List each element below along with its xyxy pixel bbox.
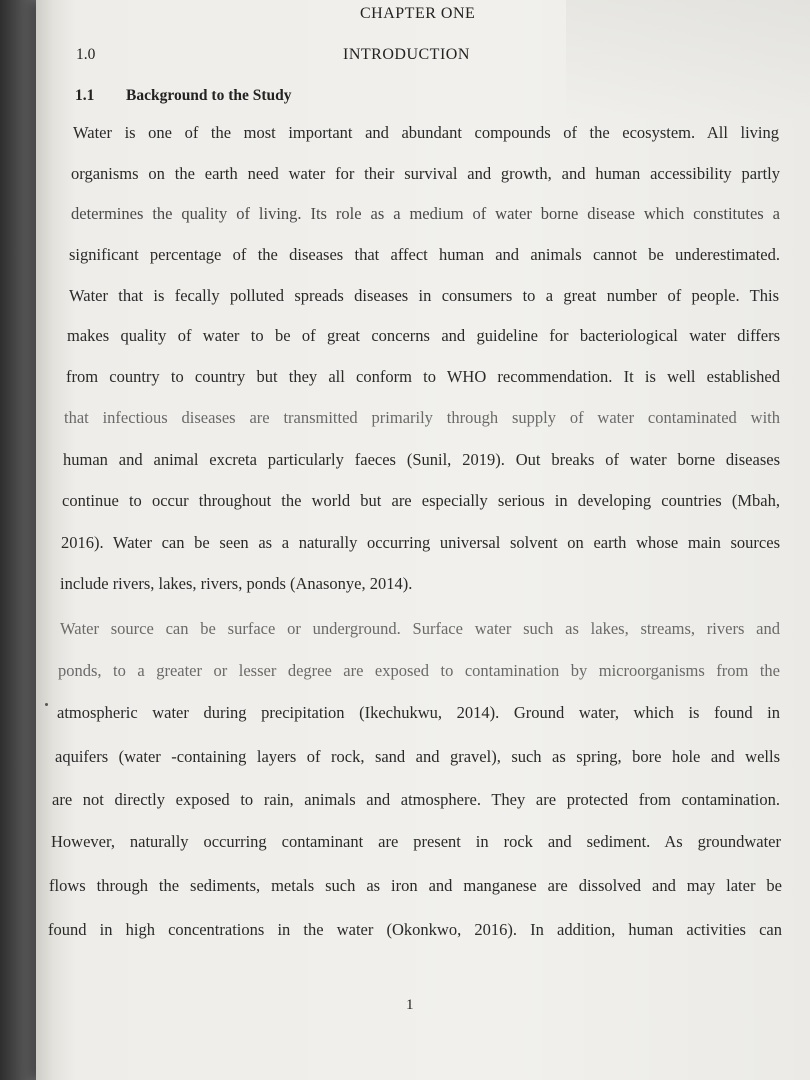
- body-line-8: that infectious diseases are transmitted primarily through supply of water contaminated with: [64, 408, 780, 427]
- body-line-9: human and animal excreta particularly faeces (Sunil, 2019). Out breaks of water borne diseases: [63, 450, 780, 469]
- binding-shadow: [0, 0, 36, 1080]
- body-line-12: include rivers, lakes, rivers, ponds (Anasonye, 2014).: [60, 574, 413, 593]
- body-line-18: However, naturally occurring contaminant are present in rock and sediment. As groundwater: [51, 832, 781, 851]
- body-line-19: flows through the sediments, metals such as iron and manganese are dissolved and may later be: [49, 876, 782, 895]
- body-line-10: continue to occur throughout the world but are especially serious in developing countries (Mbah,: [62, 491, 780, 510]
- bleed-through-shadow: [566, 0, 810, 120]
- body-line-11: 2016). Water can be seen as a naturally occurring universal solvent on earth whose main sources: [61, 533, 780, 552]
- body-line-3: determines the quality of living. Its role as a medium of water borne disease which constitutes a: [71, 204, 780, 223]
- body-line-17: are not directly exposed to rain, animals and atmosphere. They are protected from contamination.: [52, 790, 780, 809]
- body-line-2: organisms on the earth need water for their survival and growth, and human accessibility partly: [71, 164, 780, 183]
- body-line-13: Water source can be surface or underground. Surface water such as lakes, streams, rivers and: [60, 619, 780, 638]
- body-line-7: from country to country but they all conform to WHO recommendation. It is well established: [66, 367, 780, 386]
- section-title: INTRODUCTION: [343, 46, 470, 63]
- body-line-15: atmospheric water during precipitation (Ikechukwu, 2014). Ground water, which is found in: [57, 703, 780, 722]
- body-line-16: aquifers (water -containing layers of rock, sand and gravel), such as spring, bore hole and wells: [55, 747, 780, 766]
- chapter-heading: CHAPTER ONE: [360, 5, 476, 22]
- body-line-20: found in high concentrations in the water (Okonkwo, 2016). In addition, human activities can: [48, 920, 782, 939]
- body-line-14: ponds, to a greater or lesser degree are exposed to contamination by microorganisms from the: [58, 661, 780, 680]
- page-number: 1: [406, 997, 414, 1013]
- subsection-title: Background to the Study: [126, 87, 292, 104]
- subsection-number: 1.1: [75, 87, 95, 104]
- body-line-6: makes quality of water to be of great concerns and guideline for bacteriological water differs: [67, 326, 780, 345]
- margin-mark: [45, 703, 48, 706]
- section-number: 1.0: [76, 46, 96, 63]
- body-line-1: Water is one of the most important and abundant compounds of the ecosystem. All living: [73, 123, 779, 142]
- body-line-4: significant percentage of the diseases that affect human and animals cannot be underestimated.: [69, 245, 780, 264]
- body-line-5: Water that is fecally polluted spreads diseases in consumers to a great number of people. This: [69, 286, 779, 305]
